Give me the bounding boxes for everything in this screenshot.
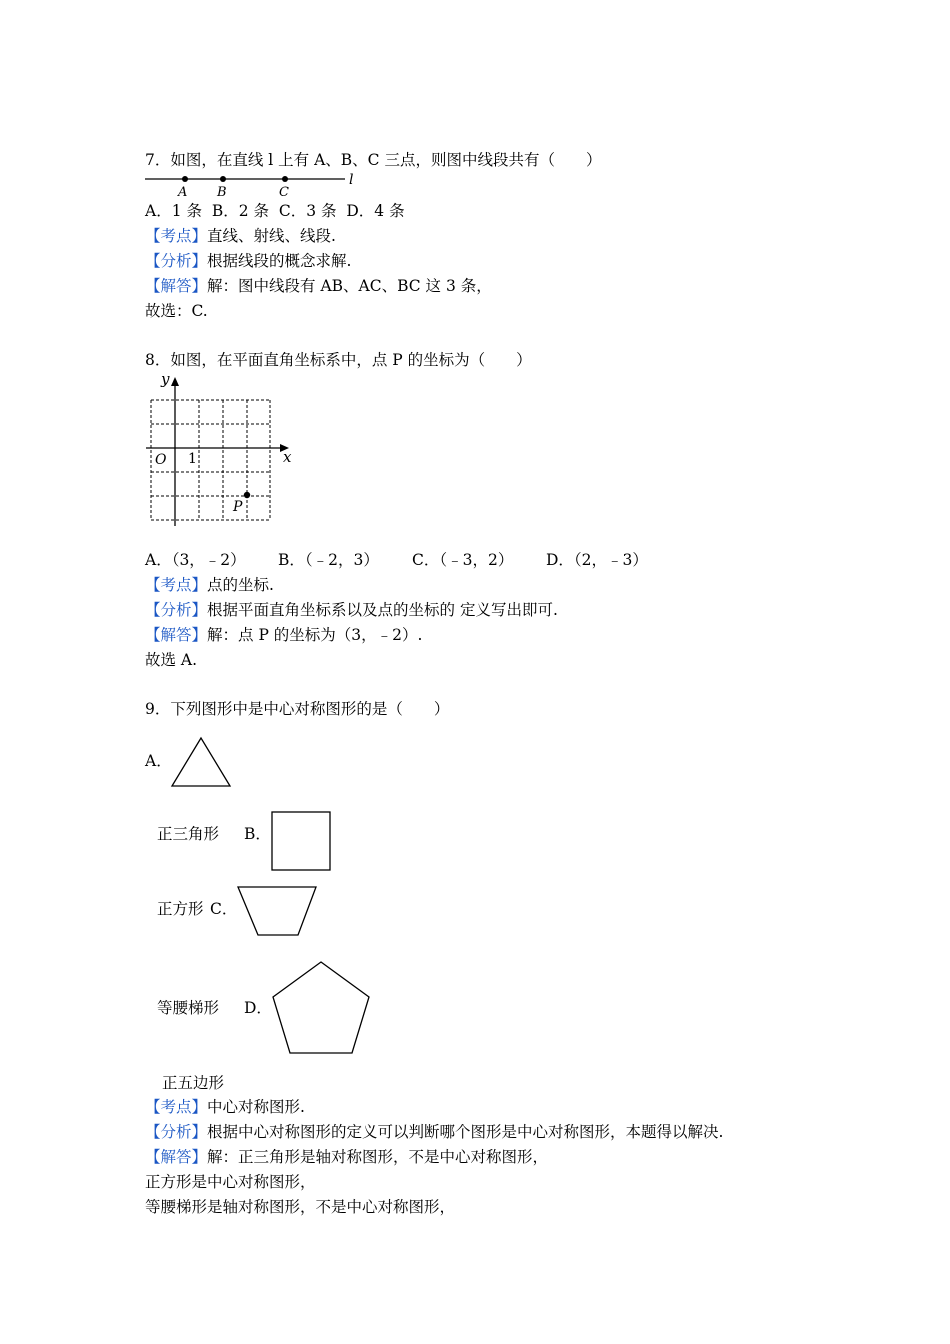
q9-jieda: 【解答】解：正三角形是轴对称图形，不是中心对称图形， xyxy=(145,1148,549,1166)
triangle-shape xyxy=(168,734,234,792)
regular-pentagon-shape xyxy=(268,958,376,1060)
q7-options: A．1 条 B．2 条 C．3 条 D．4 条 xyxy=(145,202,405,220)
q7-kaodian: 【考点】直线、射线、线段. xyxy=(145,227,336,245)
q8-fenxi: 【分析】根据平面直角坐标系以及点的坐标的 定义写出即可. xyxy=(145,601,558,619)
q7-label-l: l xyxy=(349,172,354,188)
q8-kaodian: 【考点】点的坐标. xyxy=(145,576,274,594)
q8-option-a: A．（3，﹣2） xyxy=(145,551,246,569)
q8-y-label: y xyxy=(161,370,170,388)
q9-caption-b: 正方形 xyxy=(157,900,204,918)
q9-line3: 等腰梯形是轴对称图形，不是中心对称图形， xyxy=(145,1198,456,1216)
q7-label-c: C xyxy=(279,185,289,200)
q7-line-figure xyxy=(143,170,363,200)
q8-option-b: B．（﹣2，3） xyxy=(278,551,379,569)
q9-caption-c: 等腰梯形 xyxy=(157,999,220,1017)
q8-option-d: D．（2，﹣3） xyxy=(546,551,648,569)
q9-fenxi: 【分析】根据中心对称图形的定义可以判断哪个图形是中心对称图形，本题得以解决. xyxy=(145,1123,724,1141)
q9-caption-d: 正五边形 xyxy=(162,1074,225,1092)
square-shape xyxy=(268,808,336,874)
q8-p-label: P xyxy=(233,499,243,515)
q8-one-label: 1 xyxy=(188,451,197,467)
q8-answer: 故选 A. xyxy=(145,651,198,669)
q8-origin-label: O xyxy=(155,452,167,468)
q7-answer: 故选：C. xyxy=(145,302,208,320)
q9-caption-a: 正三角形 xyxy=(157,825,220,843)
q8-option-c: C．（﹣3，2） xyxy=(412,551,514,569)
q9-line2: 正方形是中心对称图形， xyxy=(145,1173,316,1191)
q7-question: 7．如图，在直线 l 上有 A、B、C 三点，则图中线段共有（ ） xyxy=(145,151,602,169)
q9-option-b: B． xyxy=(244,825,271,843)
q9-kaodian: 【考点】中心对称图形. xyxy=(145,1098,305,1116)
q9-option-a: A． xyxy=(145,752,172,770)
q7-label-b: B xyxy=(217,185,227,200)
q9-option-d: D． xyxy=(244,999,272,1017)
q7-label-a: A xyxy=(178,185,188,200)
q7-jieda: 【解答】解：图中线段有 AB、AC、BC 这 3 条， xyxy=(145,277,492,295)
q9-question: 9．下列图形中是中心对称图形的是（ ） xyxy=(145,700,450,718)
q8-jieda: 【解答】解：点 P 的坐标为（3，﹣2）. xyxy=(145,626,423,644)
q9-option-c: C． xyxy=(210,900,238,918)
q8-question: 8．如图，在平面直角坐标系中，点 P 的坐标为（ ） xyxy=(145,351,532,369)
q8-x-label: x xyxy=(283,448,292,466)
q7-fenxi: 【分析】根据线段的概念求解. xyxy=(145,252,352,270)
q8-coordinate-grid xyxy=(143,368,303,533)
isosceles-trapezoid-shape xyxy=(234,883,320,941)
